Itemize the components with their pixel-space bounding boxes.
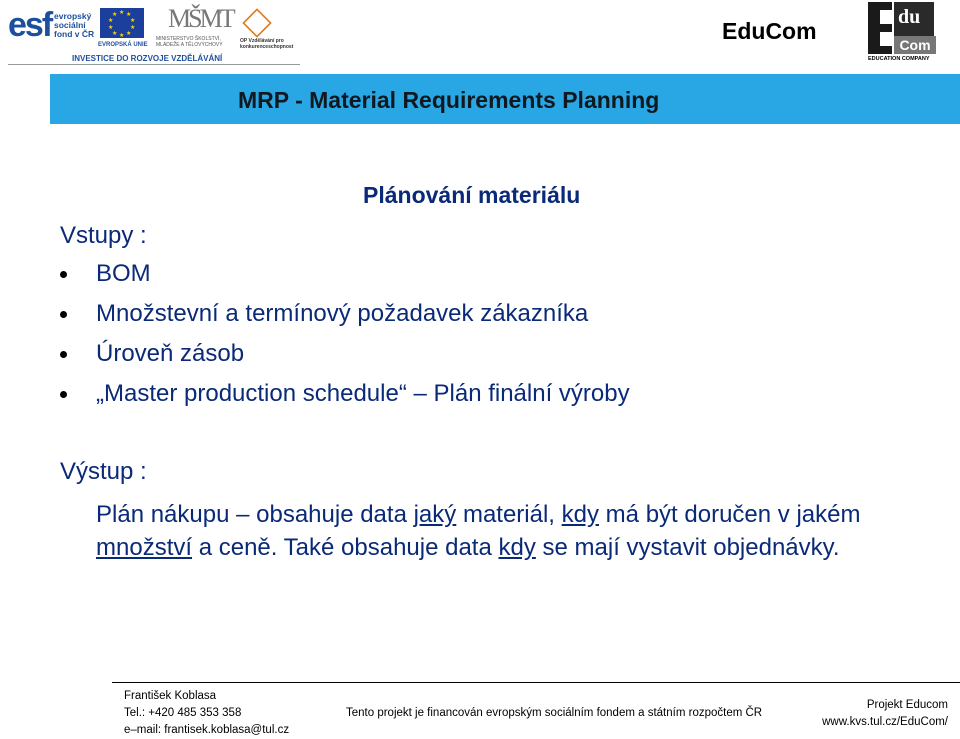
footer-project-url: www.kvs.tul.cz/EduCom/ — [822, 716, 948, 728]
bullet-icon — [60, 391, 67, 398]
list-item: BOM — [60, 260, 630, 300]
eu-flag-icon: ★ ★ ★ ★ ★ ★ ★ ★ ★ ★ — [100, 8, 144, 38]
list-item: „Master production schedule“ – Plán finální výroby — [60, 380, 630, 420]
footer-contact — [124, 688, 289, 739]
eu-logo-text: EVROPSKÁ UNIE — [98, 42, 148, 48]
footer-phone: Tel.: +420 485 353 358 — [124, 707, 242, 719]
partner-logos — [8, 4, 298, 64]
output-description: Plán nákupu – obsahuje data jaký materiál, kdy má být doručen v jakém množství a ceně. Také obsahuje data kdy se mají vystavit objednávky. — [96, 501, 861, 561]
op-logo-icon — [242, 8, 271, 37]
footer-email: e–mail: frantisek.koblasa@tul.cz — [124, 724, 290, 736]
investice-tagline: INVESTICE DO ROZVOJE VZDĚLÁVÁNÍ — [72, 54, 223, 63]
bullet-icon — [60, 351, 67, 358]
footer-divider — [112, 682, 960, 683]
page-title: MRP - Material Requirements Planning — [238, 87, 660, 113]
footer-author: František Koblasa — [124, 690, 217, 702]
esf-logo: esf — [8, 6, 52, 44]
op-logo-text: OP Vzdělávání pro konkurenceschopnost — [240, 38, 294, 50]
title-bar — [50, 74, 960, 124]
inputs-label: Vstupy : — [60, 222, 147, 249]
msmt-logo: MŠMT — [168, 4, 233, 33]
bullet-icon — [60, 311, 67, 318]
list-item: Úroveň zásob — [60, 340, 630, 380]
inputs-list — [60, 260, 630, 420]
footer-funding: Tento projekt je financován evropským sociálním fondem a státním rozpočtem ČR — [346, 707, 763, 719]
footer-project — [822, 697, 948, 731]
list-item: Množstevní a termínový požadavek zákazníka — [60, 300, 630, 340]
footer-project-name: Projekt Educom — [866, 699, 948, 711]
educom-logo: du Com EDUCATION COMPANY — [868, 2, 938, 64]
slide-subtitle: Plánování materiálu — [363, 182, 581, 208]
bullet-icon — [60, 271, 67, 278]
logo-divider — [8, 64, 300, 65]
msmt-logo-text: MINISTERSTVO ŠKOLSTVÍ, MLÁDEŽE A TĚLOVÝCHOVY — [156, 36, 223, 48]
esf-logo-text: evropský sociální fond v ČR — [54, 11, 95, 39]
output-label: Výstup : — [60, 458, 147, 485]
brand-title: EduCom — [722, 18, 817, 44]
